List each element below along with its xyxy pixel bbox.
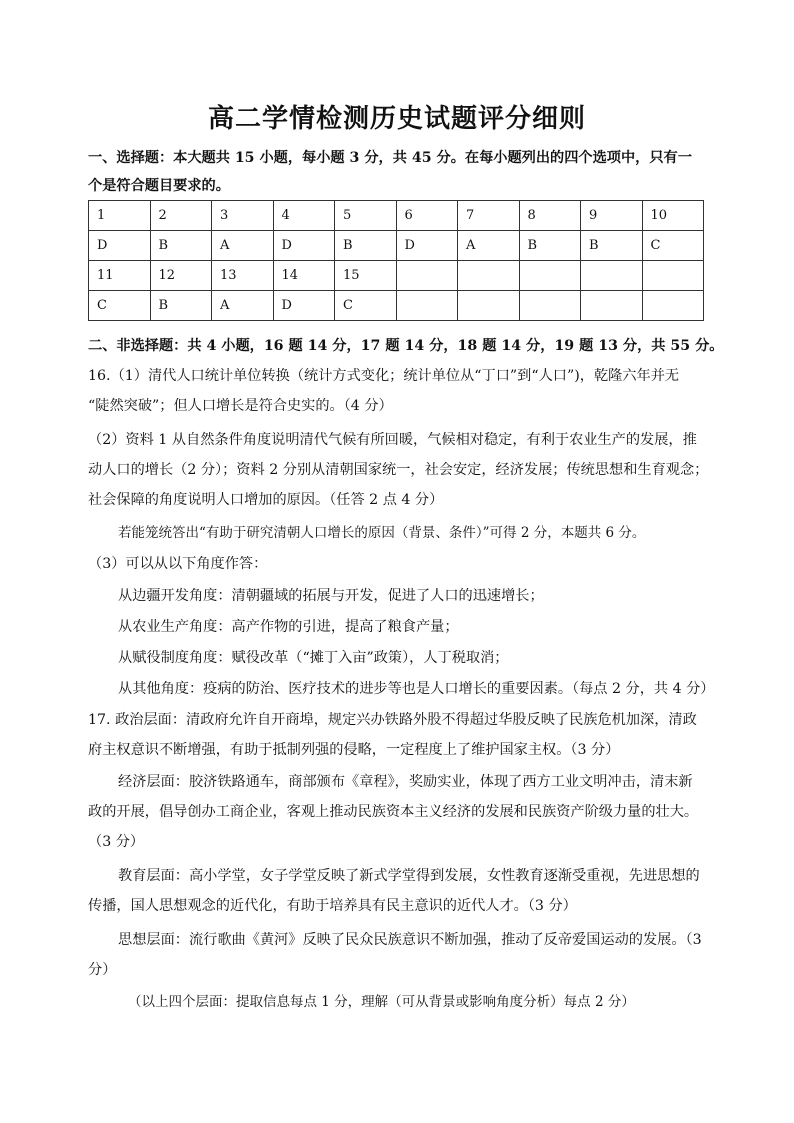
table-cell: 10 xyxy=(642,201,704,231)
q16-part3-point-d: 从其他角度：疫病的防治、医疗技术的进步等也是人口增长的重要因素。（每点 2 分，共 4 分） xyxy=(118,681,715,697)
table-cell: 7 xyxy=(458,201,520,231)
section1-instruction-line1: 一、选择题：本大题共 15 小题，每小题 3 分，共 45 分。在每小题列出的四个选项中，只有一 xyxy=(88,150,692,166)
q16-part3-point-c: 从赋役制度角度：赋役改革（“摊丁入亩”政策），人丁税取消； xyxy=(118,650,509,666)
table-cell: 4 xyxy=(273,201,335,231)
table-cell: B xyxy=(335,231,397,261)
section1-instruction-line2: 个是符合题目要求的。 xyxy=(88,178,230,194)
q16-part2-note: 若能笼统答出“有助于研究清朝人口增长的原因（背景、条件）”可得 2 分，本题共 6 分。 xyxy=(118,525,646,541)
section2-heading: 二、非选择题：共 4 小题，16 题 14 分，17 题 14 分，18 题 14 分，19 题 13 分，共 55 分。 xyxy=(88,338,724,354)
answer-table xyxy=(88,200,704,321)
q17-economic-line1: 经济层面：胶济铁路通车，商部颁布《章程》，奖励实业，体现了西方工业文明冲击，清末新 xyxy=(118,774,693,790)
table-cell xyxy=(519,291,581,321)
table-cell: 1 xyxy=(89,201,151,231)
table-cell: C xyxy=(642,231,704,261)
q17-scoring-note: （以上四个层面：提取信息每点 1 分，理解（可从背景或影响角度分析）每点 2 分） xyxy=(128,994,635,1010)
table-cell xyxy=(642,291,704,321)
table-cell: 14 xyxy=(273,261,335,291)
table-row xyxy=(89,261,704,291)
table-cell xyxy=(396,261,458,291)
table-row xyxy=(89,231,704,261)
q17-political-line1: 17. 政治层面：清政府允许自开商埠，规定兴办铁路外股不得超过华股反映了民族危机加深，清政 xyxy=(88,712,697,728)
table-cell: 2 xyxy=(150,201,212,231)
table-cell xyxy=(581,261,643,291)
table-cell: B xyxy=(581,231,643,261)
q17-ideology-line1: 思想层面：流行歌曲《黄河》反映了民众民族意识不断加强，推动了反帝爱国运动的发展。（3 xyxy=(118,932,702,948)
q17-political-line2: 府主权意识不断增强，有助于抵制列强的侵略，一定程度上了维护国家主权。（3 分） xyxy=(88,742,620,758)
table-cell: B xyxy=(150,291,212,321)
table-cell xyxy=(396,291,458,321)
table-cell: D xyxy=(396,231,458,261)
table-cell: B xyxy=(150,231,212,261)
q16-part2-line3: 社会保障的角度说明人口增加的原因。（任答 2 点 4 分） xyxy=(88,492,444,508)
q17-education-line2: 传播，国人思想观念的近代化，有助于培养具有民主意识的近代人才。（3 分） xyxy=(88,898,577,914)
table-cell xyxy=(458,291,520,321)
table-cell: 13 xyxy=(212,261,274,291)
table-row xyxy=(89,291,704,321)
q17-education-line1: 教育层面：高小学堂，女子学堂反映了新式学堂得到发展，女性教育逐渐受重视，先进思想的 xyxy=(118,868,700,884)
q16-part1-line1: 16.（1）清代人口统计单位转换（统计方式变化；统计单位从“丁口”到“人口”)，乾隆六年并无 xyxy=(88,368,680,384)
table-cell: A xyxy=(458,231,520,261)
q16-part2-line2: 动人口的增长（2 分）；资料 2 分别从清朝国家统一，社会安定，经济发展；传统思想和生育观念； xyxy=(88,462,709,478)
table-cell: 5 xyxy=(335,201,397,231)
page-title: 高二学情检测历史试题评分细则 xyxy=(207,104,586,134)
table-cell: D xyxy=(273,231,335,261)
table-cell: 3 xyxy=(212,201,274,231)
q17-economic-line2: 政的开展，倡导创办工商企业，客观上推动民族资本主义经济的发展和民族资产阶级力量的壮大。 xyxy=(88,804,699,820)
q16-part2-line1: （2）资料 1 从自然条件角度说明清代气候有所回暖，气候相对稳定，有利于农业生产的发展，推 xyxy=(88,432,697,448)
q16-part3-point-a: 从边疆开发角度：清朝疆域的拓展与开发，促进了人口的迅速增长； xyxy=(118,588,544,604)
table-cell xyxy=(581,291,643,321)
table-cell xyxy=(458,261,520,291)
table-cell: B xyxy=(519,231,581,261)
table-cell: A xyxy=(212,291,274,321)
table-cell: 12 xyxy=(150,261,212,291)
q16-part3-point-b: 从农业生产角度：高产作物的引进，提高了粮食产量； xyxy=(118,619,459,635)
table-cell xyxy=(519,261,581,291)
table-row xyxy=(89,201,704,231)
table-cell xyxy=(642,261,704,291)
table-cell: 9 xyxy=(581,201,643,231)
table-cell: 15 xyxy=(335,261,397,291)
table-cell: C xyxy=(89,291,151,321)
table-cell: D xyxy=(89,231,151,261)
table-cell: D xyxy=(273,291,335,321)
q17-economic-line3: （3 分） xyxy=(88,834,145,850)
table-cell: 8 xyxy=(519,201,581,231)
table-cell: 11 xyxy=(89,261,151,291)
q16-part1-line2: “陡然突破”；但人口增长是符合史实的。（4 分） xyxy=(88,398,393,414)
q16-part3-heading: （3）可以从以下角度作答： xyxy=(88,556,268,572)
q17-ideology-line2: 分） xyxy=(88,962,117,978)
table-cell: A xyxy=(212,231,274,261)
table-cell: 6 xyxy=(396,201,458,231)
table-cell: C xyxy=(335,291,397,321)
